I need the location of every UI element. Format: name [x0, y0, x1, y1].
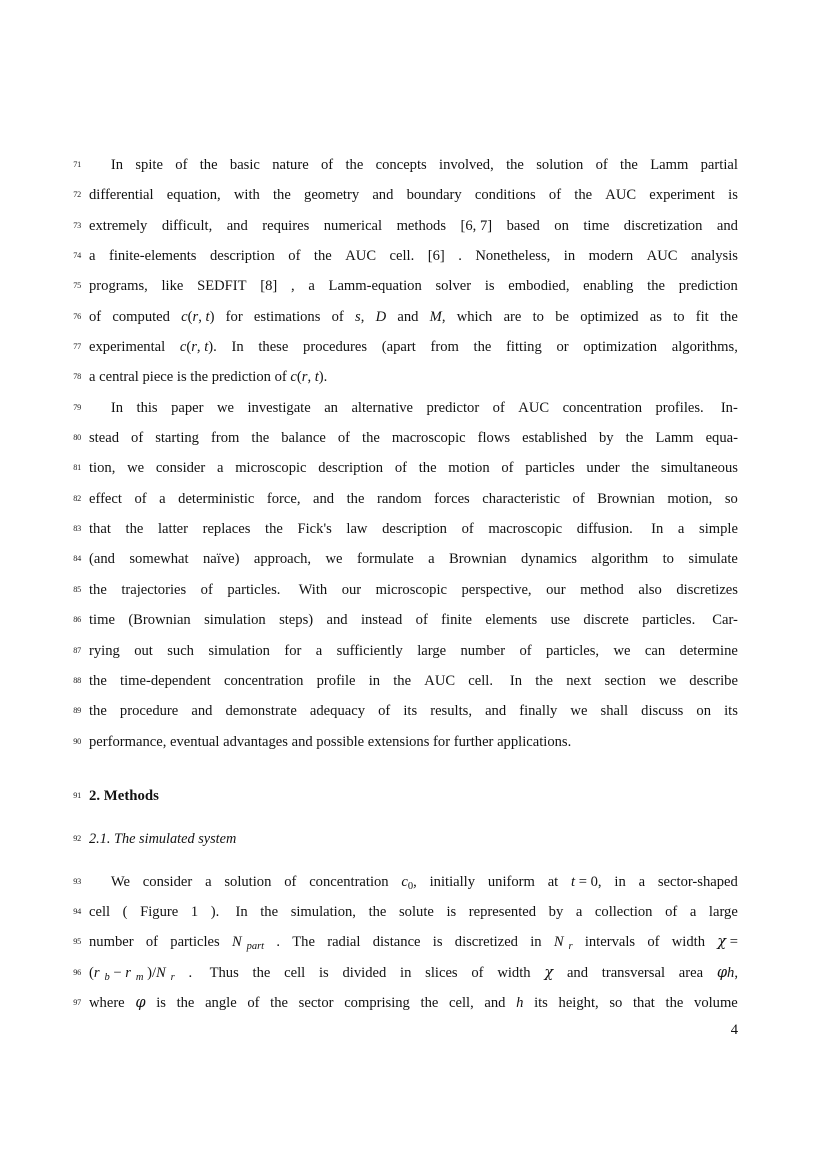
line-number: 83 [73, 524, 81, 534]
line-number: 85 [73, 584, 81, 594]
line-number: 96 [73, 967, 81, 977]
text-line [73, 514, 738, 544]
text-line [73, 484, 738, 514]
text-line [73, 241, 738, 271]
line-number: 95 [73, 937, 81, 947]
section-heading: 2. Methods [89, 787, 159, 804]
subsection-heading: 2.1. The simulated system [89, 831, 237, 848]
paragraph-last-line: performance, eventual advantages and possible extensions for further applications. [89, 733, 572, 750]
line-content: differential equation, with the geometry and boundary conditions of the AUC experiment is [89, 187, 738, 204]
text-line [73, 636, 738, 666]
line-number: 89 [73, 706, 81, 716]
line-content: stead of starting from the balance of the macroscopic flows established by the Lamm equa- [89, 430, 738, 447]
text-line [73, 988, 738, 1018]
page-number: 4 [730, 1022, 738, 1038]
line-content: the time-dependent concentration profile in the AUC cell. In the next section we describe [89, 672, 738, 689]
line-number: 97 [73, 997, 81, 1007]
line-number: 90 [73, 736, 81, 746]
text-line [73, 927, 738, 957]
text-line [73, 453, 738, 483]
line-content: programs, like SEDFIT [8] , a Lamm-equation solver is embodied, enabling the prediction [89, 278, 738, 295]
line-number: 94 [73, 906, 81, 916]
line-number: 93 [73, 876, 81, 886]
line-number: 88 [73, 675, 81, 685]
line-number: 74 [73, 251, 81, 261]
line-number: 92 [73, 834, 81, 844]
text-line [73, 544, 738, 574]
line-content: number of particles N $_{part}$ . The radial distance is discretized in N $_r$ intervals of width χ = [89, 933, 738, 953]
line-content: We consider a solution of concentration $c_0$, initially uniform at t = 0, in a sector-shaped [89, 873, 738, 892]
line-content: cell ( Figure 1 ). In the simulation, the solute is represented by a collection of a large [89, 903, 738, 920]
line-number: 81 [73, 463, 81, 473]
line-content: the trajectories of particles. With our microscopic perspective, our method also discretizes [89, 581, 738, 598]
heading-spacer [89, 757, 738, 781]
subsection-heading-row [73, 824, 738, 854]
line-number: 91 [73, 790, 81, 800]
text-line [73, 867, 738, 897]
line-content: the procedure and demonstrate adequacy of its results, and finally we shall discuss on its [89, 703, 738, 720]
text-line [73, 332, 738, 362]
text-line [73, 393, 738, 423]
line-number: 76 [73, 311, 81, 321]
text-line [73, 575, 738, 605]
line-number: 87 [73, 645, 81, 655]
text-line [73, 727, 738, 757]
line-content: extremely difficult, and requires numerical methods [6, 7] based on time discretization and [89, 217, 738, 234]
line-content: a finite-elements description of the AUC cell. [6] . Nonetheless, in modern AUC analysis [89, 248, 738, 265]
text-line [73, 271, 738, 301]
text-line [73, 302, 738, 332]
text-line [73, 211, 738, 241]
line-number: 86 [73, 615, 81, 625]
text-line [73, 180, 738, 210]
line-content: rying out such simulation for a sufficiently large number of particles, we can determine [89, 642, 738, 659]
subheading-spacer [89, 811, 738, 824]
line-number: 72 [73, 190, 81, 200]
line-number: 73 [73, 220, 81, 230]
line-number: 78 [73, 372, 81, 382]
text-column [73, 150, 738, 1018]
line-content: experimental c(r, t). In these procedures (apart from the fitting or optimization algorithms, [89, 339, 738, 356]
line-content: (r $_b$ − r $_m$ )/N $_r$ . Thus the cell is divided in slices of width χ and transversal area φh, [89, 963, 738, 983]
line-content: effect of a deterministic force, and the random forces characteristic of Brownian motion, so [89, 490, 738, 507]
line-number: 71 [73, 160, 81, 169]
line-content: tion, we consider a microscopic description of the motion of particles under the simultaneous [89, 460, 738, 477]
line-number: 77 [73, 342, 81, 352]
text-line [73, 362, 738, 392]
line-content: where φ is the angle of the sector comprising the cell, and h its height, so that the volume [89, 993, 738, 1011]
line-content: of computed c(r, t) for estimations of s, D and M, which are to be optimized as to fit the [89, 308, 738, 325]
line-content: that the latter replaces the Fick's law description of macroscopic diffusion. In a simple [89, 521, 738, 538]
line-number: 82 [73, 493, 81, 503]
section-heading-row [73, 781, 738, 811]
line-number: 75 [73, 281, 81, 291]
post-heading-spacer [89, 855, 738, 867]
line-number: 84 [73, 554, 81, 564]
text-line [73, 958, 738, 988]
line-content: a central piece is the prediction of c(r, t). [89, 369, 328, 386]
text-line [73, 150, 738, 180]
line-content: In this paper we investigate an alternative predictor of AUC concentration profiles. In- [89, 399, 738, 416]
line-content [89, 727, 738, 757]
line-number: 80 [73, 433, 81, 443]
text-line [73, 897, 738, 927]
line-number: 79 [73, 402, 81, 412]
text-line [73, 605, 738, 635]
line-content: time (Brownian simulation steps) and instead of finite elements use discrete particles. Car- [89, 612, 738, 629]
text-line [73, 423, 738, 453]
line-content: In spite of the basic nature of the concepts involved, the solution of the Lamm partial [89, 157, 738, 173]
text-line [73, 696, 738, 726]
line-content: (and somewhat naïve) approach, we formulate a Brownian dynamics algorithm to simulate [89, 551, 738, 568]
text-line [73, 666, 738, 696]
